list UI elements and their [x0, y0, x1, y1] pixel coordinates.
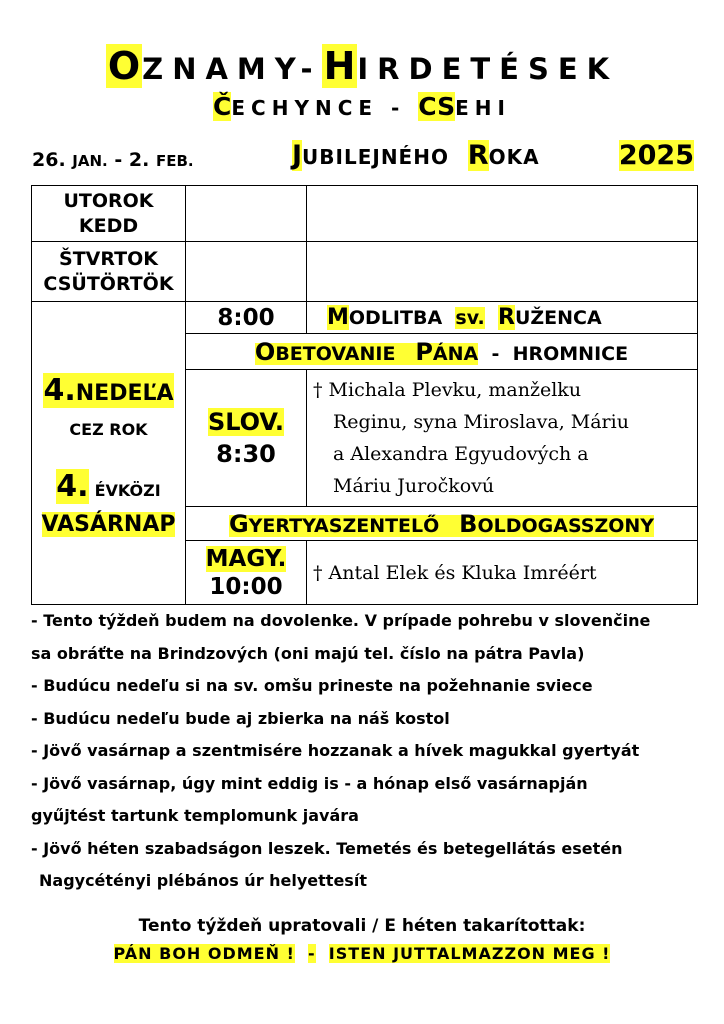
sunday-number-hu: [32, 469, 185, 504]
schedule-table: [31, 185, 698, 605]
title-word-hirdetesek: IRDETÉSEK: [357, 52, 619, 86]
announcement-line: Nagycétényi plébános úr helyettesít: [39, 871, 367, 890]
day-cell-sunday: [32, 302, 186, 605]
page-subtitle: [0, 92, 724, 121]
table-row-rosary: [32, 302, 698, 334]
slovak-time: 8:30: [216, 440, 276, 468]
date-start-day: 26.: [32, 149, 66, 171]
announcement-line: - Jövő vasárnap a szentmisére hozzanak a hívek magukkal gyertyát: [31, 741, 640, 760]
intention-line: † Antal Elek és Kluka Imréért: [313, 561, 597, 584]
feast-hu-initial-b: B: [459, 509, 478, 538]
sunday-label-sk: NEDEĽA: [75, 381, 174, 406]
slovak-mass-time: [186, 370, 307, 507]
subtitle-separator: -: [391, 96, 406, 120]
rosary-initial-r: R: [498, 305, 515, 330]
intention-line: a Alexandra Egyudových a: [333, 443, 589, 465]
announcement-line: - Budúcu nedeľu bude aj zbierka na náš kostol: [31, 708, 450, 728]
roka-word: OKA: [488, 145, 540, 169]
sunday-num-hu: 4.: [56, 469, 89, 504]
empty-time-cell: [186, 186, 307, 242]
rosary-word-1: ODLITBA: [348, 307, 443, 329]
date-end-month: FEB.: [155, 152, 194, 170]
intention-line: † Michala Plevku, manželku: [313, 379, 582, 401]
day-cell-tuesday: [32, 186, 186, 242]
page-title: [0, 44, 724, 88]
date-start-month: JAN.: [72, 152, 108, 170]
rosary-initial-m: M: [327, 305, 349, 330]
thanks-sk: PÁN BOH ODMEŇ !: [113, 944, 295, 963]
cleaning-thanks-line: [0, 944, 724, 963]
rosary-label: [307, 302, 698, 334]
jubilee-word: UBILEJNÉHO: [302, 145, 449, 169]
rosary-word-3: UŽENCA: [514, 307, 602, 329]
title-initial-h: H: [323, 44, 356, 88]
feast-sk-word-2: ÁNA: [432, 342, 479, 365]
hungarian-mass-time: [186, 541, 307, 605]
intention-line: Máriu Juročkovú: [333, 475, 495, 497]
sunday-vasarnap: [32, 512, 185, 537]
jubilee-label: [292, 140, 540, 171]
table-row-thursday: [32, 242, 698, 302]
sunday-num: 4.: [43, 373, 76, 408]
announcement-line: sa obráťte na Brindzových (oni majú tel. číslo na pátra Pavla): [31, 643, 585, 663]
hungarian-lang-label: MAGY.: [205, 545, 287, 572]
subtitle-word-ehi: EHI: [455, 96, 511, 120]
day-label-hu: KEDD: [78, 214, 139, 237]
subtitle-word-echynce: ECHYNCE: [231, 96, 379, 120]
empty-intent-cell: [307, 186, 698, 242]
intention-line: Reginu, syna Miroslava, Máriu: [333, 411, 629, 433]
hungarian-mass-intention: [307, 541, 698, 605]
subtitle-initial-c: Č: [213, 92, 232, 121]
day-label-sk: UTOROK: [63, 189, 154, 212]
feast-banner-hu: [186, 507, 698, 541]
sunday-number-sk: [32, 373, 185, 408]
feast-sk-dash: -: [491, 342, 500, 365]
announcement-line: - Jövő vasárnap, úgy mint eddig is - a hónap első vasárnapján: [31, 773, 588, 793]
sunday-label-hu: ÉVKÖZI: [94, 481, 161, 500]
sunday-sub-sk: CEZ ROK: [69, 420, 148, 439]
feast-sk-initial-o: O: [254, 337, 276, 366]
announcement-line: - Budúcu nedeľu si na sv. omšu prineste na požehnanie sviece: [31, 676, 593, 695]
thanks-hu: ISTEN JUTTALMAZZON MEG !: [328, 944, 611, 963]
feast-hu-word-2: OLDOGASSZONY: [477, 514, 655, 537]
table-row-tuesday: [32, 186, 698, 242]
day-label-hu: CSÜTÖRTÖK: [43, 272, 174, 295]
sunday-vasarnap-label: VASÁRNAP: [41, 512, 176, 537]
date-range: [32, 149, 194, 171]
title-word-oznamy: ZNAMY: [142, 52, 301, 86]
feast-hu-word-1: YERTYASZENTELŐ: [248, 514, 440, 537]
announcement-line: - Tento týždeň budem na dovolenke. V prípade pohrebu v slovenčine: [31, 611, 651, 630]
feast-banner-sk: [186, 334, 698, 370]
rosary-word-2: sv.: [455, 307, 485, 329]
day-label-sk: ŠTVRTOK: [59, 247, 158, 270]
feast-hu-initial-g: G: [228, 509, 249, 538]
feast-sk-initial-p: P: [415, 337, 433, 366]
hungarian-time: 10:00: [209, 573, 283, 600]
day-cell-thursday: [32, 242, 186, 302]
subtitle-initial-cs: CS: [418, 92, 456, 121]
cleaning-thanks-heading: Tento týždeň upratovali / E héten takarítottak:: [138, 916, 586, 936]
date-end-day: 2.: [128, 149, 150, 171]
jubilee-initial: J: [292, 140, 303, 171]
date-dash: -: [114, 149, 123, 171]
feast-sk-word-3: HROMNICE: [512, 342, 629, 365]
slovak-mass-intention: [307, 370, 698, 507]
thanks-dash: -: [308, 944, 316, 963]
date-line: [30, 137, 694, 177]
title-initial-o: O: [107, 44, 141, 88]
rosary-time: 8:00: [186, 302, 307, 334]
roka-initial: R: [467, 140, 489, 171]
empty-intent-cell: [307, 242, 698, 302]
slovak-lang-label: SLOV.: [207, 408, 285, 436]
empty-time-cell: [186, 242, 307, 302]
announcement-line: - Jövő héten szabadságon leszek. Temetés és betegellátás esetén: [31, 838, 623, 858]
announcement-line: gyűjtést tartunk templomunk javára: [31, 806, 359, 825]
feast-sk-word-1: BETOVANIE: [275, 342, 396, 365]
announcements-list: [31, 605, 697, 898]
jubilee-year: 2025: [618, 140, 694, 171]
title-separator: -: [300, 52, 322, 86]
